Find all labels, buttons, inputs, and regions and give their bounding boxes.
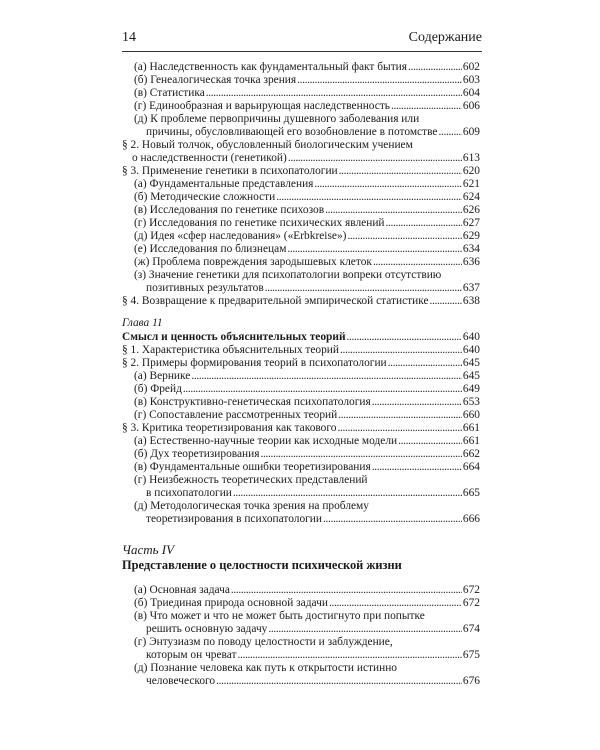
leader-dots (191, 370, 462, 383)
toc-entry[interactable]: причины, обусловливающей его возобновление в потомстве . . . 609 (122, 126, 480, 139)
leader-dots (347, 331, 462, 344)
section-entry-first-line[interactable]: § 2. Новый толчок, обусловленный биологическим учением (122, 139, 413, 151)
toc-entry-first-line[interactable]: (з) Значение генетики для психопатологии вопреки отсутствию (134, 269, 442, 281)
leader-dots (323, 513, 462, 526)
toc-entry-first-line[interactable]: (д) Методологическая точка зрения на проблему (134, 500, 369, 512)
toc-entry[interactable]: (в) Конструктивно-генетическая психопатология . . . 653 (122, 396, 480, 409)
leader-dots (372, 461, 462, 474)
leader-dots (339, 165, 462, 178)
leader-dots (388, 357, 462, 370)
leader-dots (276, 191, 462, 204)
leader-dots (265, 282, 462, 295)
toc-entry[interactable]: (в) Исследования по генетике психозов . . . 626 (122, 204, 480, 217)
section-entry[interactable]: § 3. Применение генетики в психопатологии . . . 620 (122, 165, 480, 178)
leader-dots (373, 256, 462, 269)
leader-dots (386, 217, 462, 230)
leader-dots (338, 409, 462, 422)
leader-dots (398, 435, 462, 448)
toc-entry[interactable]: (б) Дух теоретизирования . . . 662 (122, 448, 480, 461)
toc-entry[interactable]: (б) Генеалогическая точка зрения . . . 603 (122, 74, 480, 87)
leader-dots (325, 204, 462, 217)
leader-dots (238, 649, 462, 662)
chapter-title-entry[interactable]: Смысл и ценность объяснительных теорий . . . 640 (122, 331, 480, 344)
leader-dots (297, 74, 462, 87)
leader-dots (438, 126, 461, 139)
section-entry[interactable]: § 4. Возвращение к предварительной эмпирической статистике . . . 638 (122, 295, 480, 308)
table-of-contents (122, 61, 480, 688)
toc-entry-first-line[interactable]: (д) Познание человека как путь к открытости истинно (134, 662, 397, 674)
leader-dots (408, 61, 462, 74)
leader-dots (430, 295, 462, 308)
leader-dots (287, 243, 461, 256)
part-heading: Часть IV (122, 542, 175, 557)
section-entry[interactable]: § 2. Примеры формирования теорий в психопатологии . . . 645 (122, 357, 480, 370)
section-entry[interactable]: § 3. Критика теоретизирования как такового . . . 661 (122, 422, 480, 435)
leader-dots (231, 584, 462, 597)
toc-entry[interactable]: (ж) Проблема повреждения зародышевых клеток . . . 636 (122, 256, 480, 269)
leader-dots (183, 383, 462, 396)
toc-entry[interactable]: (а) Основная задача . . . 672 (122, 584, 480, 597)
toc-entry[interactable]: (е) Исследования по близнецам . . . 634 (122, 243, 480, 256)
toc-entry[interactable]: (б) Методические сложности . . . 624 (122, 191, 480, 204)
running-title: Содержание (408, 30, 482, 45)
toc-entry[interactable]: позитивных результатов . . . 637 (122, 282, 480, 295)
part-title[interactable]: Представление о целостности психической жизни (122, 558, 402, 572)
toc-entry[interactable]: (а) Наследственность как фундаментальный факт бытия . . . 602 (122, 61, 480, 74)
leader-dots (216, 675, 462, 688)
leader-dots (347, 230, 461, 243)
toc-entry[interactable]: теоретизирования в психопатологии . . . 666 (122, 513, 480, 526)
toc-entry[interactable]: (а) Фундаментальные представления . . . 621 (122, 178, 480, 191)
toc-entry[interactable]: человеческого . . . 676 (122, 675, 480, 688)
toc-entry[interactable]: (в) Статистика . . . 604 (122, 87, 480, 100)
toc-entry[interactable]: (а) Естественно-научные теории как исходные модели . . . 661 (122, 435, 480, 448)
toc-entry[interactable]: которым он чреват . . . 675 (122, 649, 480, 662)
toc-entry[interactable]: решить основную задачу . . . 674 (122, 623, 480, 636)
toc-entry[interactable]: (г) Единообразная и варьирующая наследственность . . . 606 (122, 100, 480, 113)
leader-dots (372, 396, 462, 409)
toc-entry-first-line[interactable]: (г) Неизбежность теоретических представлений (134, 474, 368, 486)
leader-dots (233, 487, 462, 500)
toc-entry[interactable]: (д) Идея «сфер наследования» («Erbkreise») . . . 629 (122, 230, 480, 243)
page-number: 14 (122, 30, 136, 45)
toc-entry-first-line[interactable]: (д) К проблеме первопричины душевного заболевания или (134, 113, 420, 125)
chapter-heading: Глава 11 (122, 317, 163, 329)
leader-dots (261, 448, 462, 461)
toc-entry-first-line[interactable]: (в) Что может и что не может быть достигнуто при попытке (134, 610, 425, 622)
toc-entry-first-line[interactable]: (г) Энтузиазм по поводу целостности и заблуждение, (134, 636, 393, 648)
page-header (122, 30, 482, 50)
leader-dots (337, 422, 461, 435)
toc-entry[interactable]: (г) Исследования по генетике психических явлений . . . 627 (122, 217, 480, 230)
leader-dots (314, 178, 461, 191)
section-entry[interactable]: § 1. Характеристика объяснительных теорий . . . 640 (122, 344, 480, 357)
toc-entry[interactable]: (а) Вернике . . . 645 (122, 370, 480, 383)
leader-dots (340, 344, 462, 357)
toc-entry[interactable]: (в) Фундаментальные ошибки теоретизирования . . . 664 (122, 461, 480, 474)
toc-entry[interactable]: (б) Триединая природа основной задачи . . . 672 (122, 597, 480, 610)
leader-dots (391, 100, 462, 113)
leader-dots (288, 152, 462, 165)
toc-entry[interactable]: в психопатологии . . . 665 (122, 487, 480, 500)
section-entry[interactable]: о наследственности (генетикой) . . . 613 (122, 152, 480, 165)
leader-dots (206, 87, 462, 100)
leader-dots (268, 623, 462, 636)
toc-entry[interactable]: (б) Фрейд . . . 649 (122, 383, 480, 396)
toc-entry[interactable]: (г) Сопоставление рассмотренных теорий . . . 660 (122, 409, 480, 422)
header-rule (122, 51, 482, 52)
leader-dots (329, 597, 462, 610)
